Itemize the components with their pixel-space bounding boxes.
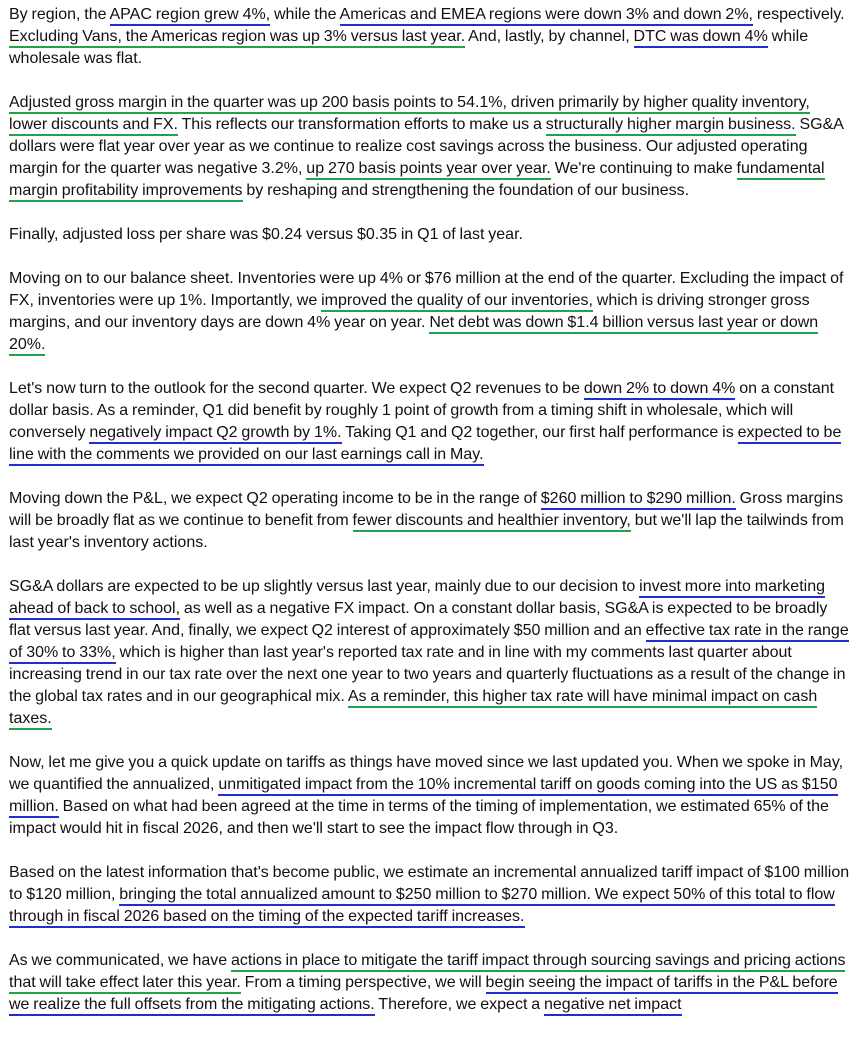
text-run: by reshaping and strengthening the foundation of our business. — [242, 182, 690, 199]
green-underlined-phrase: Net debt was down $1.4 billion versus last year or down 20%. — [9, 314, 818, 356]
text-run: as well as a negative FX impact. On a constant dollar basis, SG&A is expected to be broadly flat versus last year. And, finally, we expect Q2 interest of approximately $50 million and an — [9, 600, 828, 639]
green-underlined-phrase: actions in place to mitigate the tariff impact through sourcing savings and pricing actions that will take effect later this year. — [9, 952, 845, 994]
paragraph-p2 — [9, 92, 851, 202]
transcript-document — [9, 4, 851, 1038]
text-run: which is driving stronger gross margins, and our inventory days are down 4% year on year. — [9, 292, 810, 331]
blue-underlined-phrase: bringing the total annualized amount to $250 million to $270 million. We expect 50% of this total to flow through in fiscal 2026 based on the timing of the expected tariff increases. — [9, 886, 835, 928]
text-run: Taking Q1 and Q2 together, our first half performance is — [341, 424, 738, 441]
paragraph-p10 — [9, 950, 851, 1016]
text-run: We're continuing to make — [550, 160, 737, 177]
green-underlined-phrase: As a reminder, this higher tax rate will have minimal impact on cash taxes. — [9, 688, 817, 730]
text-run: Now, let me give you a quick update on tariffs as things have moved since we last updated you. When we spoke in May, we quantified the annualized, — [9, 754, 844, 793]
blue-underlined-phrase: DTC was down 4% — [634, 28, 768, 48]
text-run: By region, the — [9, 6, 110, 23]
paragraph-p6 — [9, 488, 851, 554]
text-run: Finally, adjusted loss per share was $0.24 versus $0.35 in Q1 of last year. — [9, 226, 523, 243]
paragraph-p4 — [9, 268, 851, 356]
text-run: which is higher than last year's reported tax rate and in line with my comments last quarter about increasing trend in our tax rate over the next one year to two years and quarterly fluctuations as a result of the change in the global tax rates and in our geographical mix. — [9, 644, 846, 705]
text-run: Based on what had been agreed at the time in terms of the timing of implementation, we estimated 65% of the impact would hit in fiscal 2026, and then we'll start to see the impact flow through in Q3. — [9, 798, 829, 837]
blue-underlined-phrase: APAC region grew 4%, — [110, 6, 271, 26]
green-underlined-phrase: Adjusted gross margin in the quarter was up 200 basis points to 54.1%, driven primarily by higher quality inventory, lower discounts and FX. — [9, 94, 810, 136]
text-run: but we'll lap the tailwinds from last year's inventory actions. — [9, 512, 844, 551]
text-run: SG&A dollars were flat year over year as we continue to realize cost savings across the business. Our adjusted operating margin for the quarter was negative 3.2%, — [9, 116, 844, 177]
blue-underlined-phrase: $260 million to $290 million. — [541, 490, 736, 510]
paragraph-p8 — [9, 752, 851, 840]
text-run: Therefore, we expect a — [374, 996, 544, 1013]
green-underlined-phrase: fundamental margin profitability improvements — [9, 160, 825, 202]
green-underlined-phrase: up 270 basis points year over year. — [306, 160, 551, 180]
blue-underlined-phrase: begin seeing the impact of tariffs in the P&L before we realize the full offsets from the mitigating actions. — [9, 974, 838, 1016]
text-run: And, lastly, by channel, — [465, 28, 634, 45]
text-run: SG&A dollars are expected to be up slightly versus last year, mainly due to our decision to — [9, 578, 640, 595]
green-underlined-phrase: structurally higher margin business. — [546, 116, 796, 136]
green-underlined-phrase: improved the quality of our inventories, — [321, 292, 593, 312]
text-run: while wholesale was flat. — [9, 28, 809, 67]
text-run: while the — [270, 6, 340, 23]
green-underlined-phrase: Excluding Vans, the Americas region was up 3% versus last year. — [9, 28, 465, 48]
paragraph-p1 — [9, 4, 851, 70]
blue-underlined-phrase: invest more into marketing ahead of back to school, — [9, 578, 825, 620]
text-run: on a constant dollar basis. As a reminder, Q1 did benefit by roughly 1 point of growth from a timing shift in wholesale, which will conversely — [9, 380, 835, 441]
blue-underlined-phrase: negatively impact Q2 growth by 1%. — [89, 424, 341, 444]
paragraph-p5 — [9, 378, 851, 466]
text-run: Let's now turn to the outlook for the second quarter. We expect Q2 revenues to be — [9, 380, 584, 397]
blue-underlined-phrase: Americas and EMEA regions were down 3% and down 2%, — [340, 6, 754, 26]
text-run: respectively. — [753, 6, 845, 23]
text-run: Based on the latest information that's become public, we estimate an incremental annualized tariff impact of $100 million to $120 million, — [9, 864, 850, 903]
blue-underlined-phrase: down 2% to down 4% — [584, 380, 735, 400]
blue-underlined-phrase: negative net impact — [544, 996, 682, 1016]
text-run: This reflects our transformation efforts to make us a — [177, 116, 546, 133]
text-run: Moving down the P&L, we expect Q2 operating income to be in the range of — [9, 490, 541, 507]
blue-underlined-phrase: expected to be line with the comments we provided on our last earnings call in May. — [9, 424, 841, 466]
paragraph-p3 — [9, 224, 851, 246]
paragraph-p7 — [9, 576, 851, 730]
green-underlined-phrase: fewer discounts and healthier inventory, — [353, 512, 631, 532]
blue-underlined-phrase: effective tax rate in the range of 30% to 33%, — [9, 622, 849, 664]
text-run: As we communicated, we have — [9, 952, 231, 969]
text-run: Moving on to our balance sheet. Inventories were up 4% or $76 million at the end of the quarter. Excluding the impact of FX, inventories were up 1%. Importantly, we — [9, 270, 844, 309]
text-run: From a timing perspective, we will — [240, 974, 486, 991]
blue-underlined-phrase: unmitigated impact from the 10% incremental tariff on goods coming into the US as $150 million. — [9, 776, 838, 818]
text-run: Gross margins will be broadly flat as we continue to benefit from — [9, 490, 844, 529]
paragraph-p9 — [9, 862, 851, 928]
